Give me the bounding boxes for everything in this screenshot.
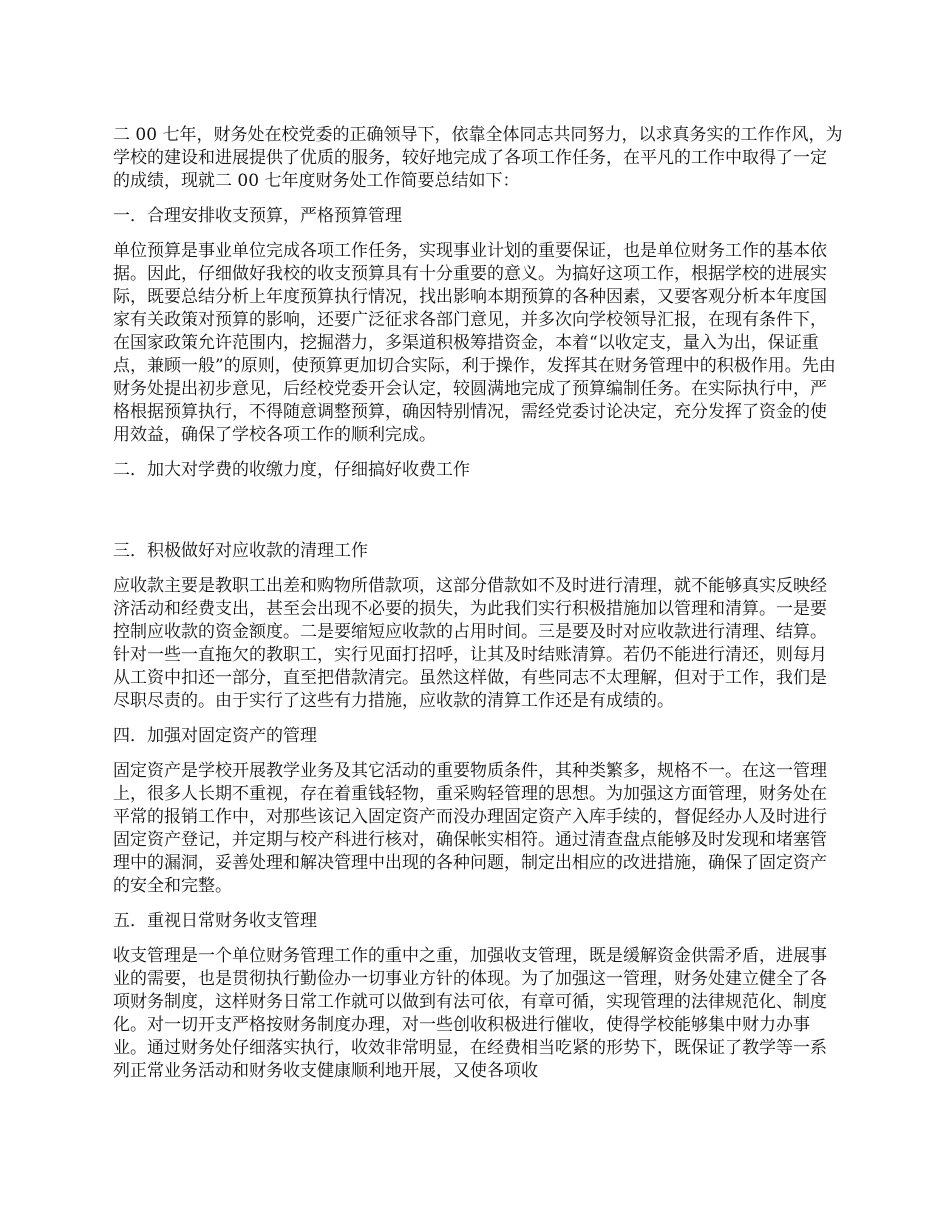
section-5-heading: 五．重视日常财务收支管理 (113, 911, 317, 931)
section-4-heading: 四．加强对固定资产的管理 (113, 726, 317, 746)
section-1-heading: 一．合理安排收支预算，严格预算管理 (113, 206, 402, 226)
section-1-body: 单位预算是事业单位完成各项工作任务，实现事业计划的重要保证，也是单位财务工作的基本依据。因此，仔细做好我校的收支预算具有十分重要的意义。为搞好这项工作，根据学校的进展实际，既要总结分析上年度预算执行情况，找出影响本期预算的各种因素，又要客观分析本年度国家有关政策对预算的影响，还要广泛征求各部门意见，并多次向学校领导汇报，在现有条件下，在国家政策允许范围内，挖掘潜力，多渠道积极筹措资金，本着“以收定支，量入为出，保证重点，兼顾一般”的原则，使预算更加切合实际，利于操作，发挥其在财务管理中的积极作用。先由财务处提出初步意见，后经校党委开会认定，较圆满地完成了预算编制任务。在实际执行中，严格根据预算执行，不得随意调整预算，确因特别情况，需经党委讨论决定，充分发挥了资金的使用效益，确保了学校各项工作的顺利完成。 (113, 241, 836, 445)
section-2-heading: 二．加大对学费的收缴力度，仔细搞好收费工作 (113, 460, 470, 480)
section-4-body: 固定资产是学校开展教学业务及其它活动的重要物质条件，其种类繁多，规格不一。在这一管理上，很多人长期不重视，存在着重钱轻物，重采购轻管理的思想。为加强这方面管理，财务处在平常的报销工作中，对那些该记入固定资产而没办理固定资产入库手续的，督促经办人及时进行固定资产登记，并定期与校产科进行核对，确保帐实相符。通过清查盘点能够及时发现和堵塞管理中的漏洞，妥善处理和解决管理中出现的各种问题，制定出相应的改进措施，确保了固定资产的安全和完整。 (113, 761, 827, 896)
intro-paragraph: 二 00 七年，财务处在校党委的正确领导下，依靠全体同志共同努力，以求真务实的工作作风，为学校的建设和进展提供了优质的服务，较好地完成了各项工作任务，在平凡的工作中取得了一定的成绩，现就二 00 七年度财务处工作简要总结如下： (113, 125, 843, 191)
section-5-body: 收支管理是一个单位财务管理工作的重中之重，加强收支管理，既是缓解资金供需矛盾，进展事业的需要，也是贯彻执行勤俭办一切事业方针的体现。为了加强这一管理，财务处建立健全了各项财务制度，这样财务日常工作就可以做到有法可依，有章可循，实现管理的法律规范化、制度化。对一切开支严格按财务制度办理，对一些创收积极进行催收，使得学校能够集中财力办事业。通过财务处仔细落实执行，收效非常明显，在经费相当吃紧的形势下，既保证了教学等一系列正常业务活动和财务收支健康顺利地开展，又使各项收 (113, 946, 827, 1081)
section-3-body: 应收款主要是教职工出差和购物所借款项，这部分借款如不及时进行清理，就不能够真实反映经济活动和经费支出，甚至会出现不必要的损失，为此我们实行积极措施加以管理和清算。一是要控制应收款的资金额度。二是要缩短应收款的占用时间。三是要及时对应收款进行清理、结算。针对一些一直拖欠的教职工，实行见面打招呼，让其及时结账清算。若仍不能进行清还，则每月从工资中扣还一部分，直至把借款清完。虽然这样做，有些同志不太理解，但对于工作，我们是尽职尽责的。由于实行了这些有力措施，应收款的清算工作还是有成绩的。 (113, 576, 827, 711)
section-3-heading: 三．积极做好对应收款的清理工作 (113, 541, 368, 561)
section-2-empty-body (113, 494, 843, 540)
document-page (113, 124, 843, 1095)
